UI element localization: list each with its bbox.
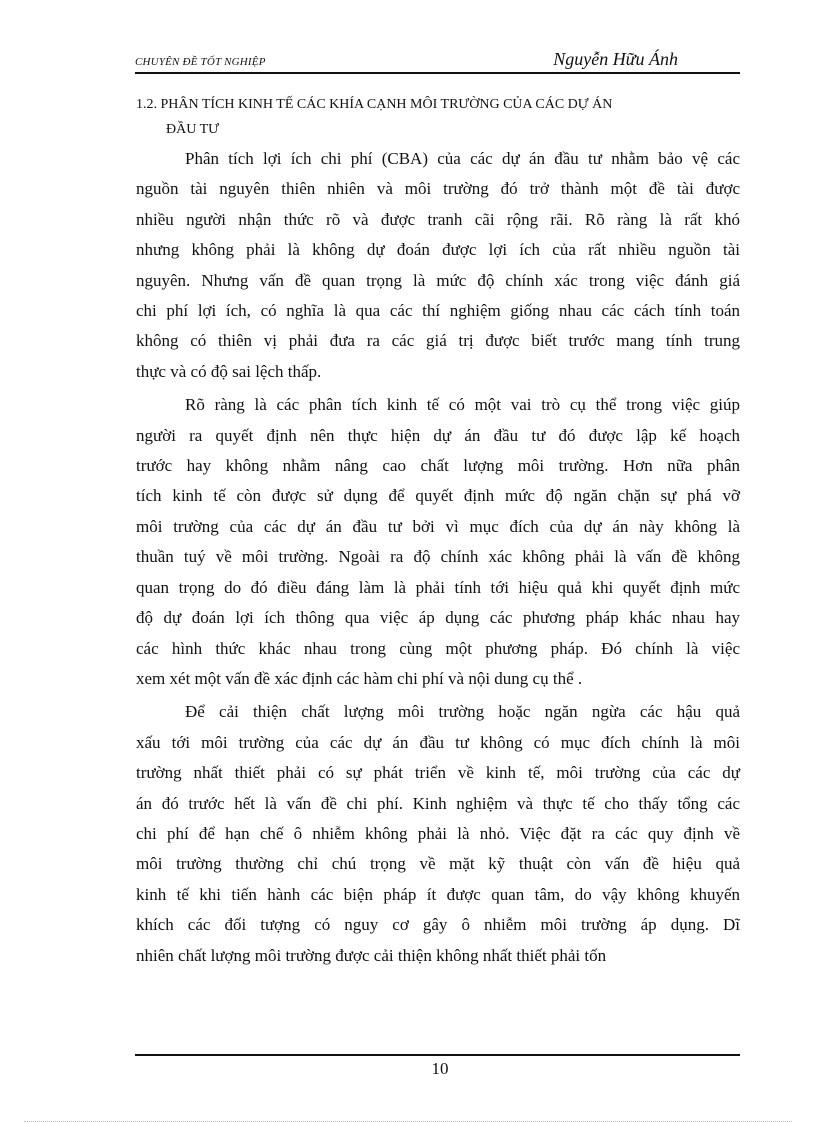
text-line: xem xét một vấn đề xác định các hàm chi phí và nội dung cụ thể . (136, 668, 583, 688)
text-line: nhiên chất lượng môi trường được cải thiện không nhất thiết phải tốn (136, 945, 607, 965)
section-heading-line-2: ĐẦU TƯ (166, 122, 219, 137)
text-line: độ dự đoán lợi ích thông qua việc áp dụng các phương pháp khác nhau hay (136, 608, 740, 628)
text-line: trước hay không nhằm nâng cao chất lượng môi trường. Hơn nữa phân (136, 456, 740, 476)
text-line: nhưng không phải là không dự đoán được lợi ích của rất nhiều nguồn tài (136, 240, 740, 260)
text-line: các hình thức khác nhau trong cùng một phương pháp. Đó chính là việc (136, 638, 740, 658)
text-line: xấu tới môi trường của các dự án đầu tư không có mục đích chính là môi (136, 732, 740, 752)
text-line: kinh tế khi tiến hành các biện pháp ít được quan tâm, do vậy không khuyến (136, 884, 740, 904)
text-line: chi phí để hạn chế ô nhiễm không phải là nhỏ. Việc đặt ra các quy định về (136, 823, 740, 843)
text-line: Phân tích lợi ích chi phí (CBA) của các dự án đầu tư nhằm bảo vệ các (185, 149, 740, 168)
text-line: không có thiên vị phải đưa ra các giá trị được biết trước mang tính trung (136, 331, 740, 351)
header-author-name: Nguyễn Hữu Ánh (553, 49, 678, 69)
text-line: nguồn tài nguyên thiên nhiên và môi trường đó trở thành một đề tài được (136, 179, 740, 199)
paragraph-2 (136, 390, 740, 694)
text-line: thuần tuý về môi trường. Ngoài ra độ chính xác không phải là vấn đề không (136, 547, 740, 567)
page-number: 10 (431, 1059, 449, 1078)
page-header (135, 46, 740, 74)
footer-divider (135, 1054, 740, 1056)
text-line: Rõ ràng là các phân tích kinh tế có một vai trò cụ thể trong việc giúp (185, 395, 740, 415)
text-line: người ra quyết định nên thực hiện dự án đầu tư đó được lập kế hoạch (136, 425, 740, 445)
text-line: án đó trước hết là vấn đề chi phí. Kinh nghiệm và thực tế cho thấy tổng các (136, 793, 740, 813)
section-heading (136, 92, 740, 142)
section-heading-line-1: 1.2. PHÂN TÍCH KINH TẾ CÁC KHÍA CẠNH MÔI TRƯỜNG CỦA CÁC DỰ ÁN (136, 97, 613, 112)
text-line: nguyên. Nhưng vấn đề quan trọng là mức độ chính xác trong việc đánh giá (136, 270, 740, 290)
text-line: nhiều người nhận thức rõ và được tranh cãi rộng rãi. Rõ ràng là rất khó (136, 209, 740, 229)
text-line: chi phí lợi ích, có nghĩa là qua các thí nghiệm giống nhau các cách tính toán (136, 301, 740, 321)
page-bottom-edge (24, 1121, 792, 1122)
paragraph-3 (136, 697, 740, 971)
body-text (136, 144, 740, 974)
text-line: trường nhất thiết phải có sự phát triển về kinh tế, môi trường của các dự (136, 763, 740, 783)
text-line: môi trường của các dự án đầu tư bởi vì mục đích của dự án này không là (136, 516, 740, 536)
header-document-title: CHUYÊN ĐỀ TỐT NGHIỆP (135, 56, 266, 68)
text-line: tích kinh tế còn được sử dụng để quyết định mức độ ngăn chặn sự phá vỡ (136, 486, 740, 506)
text-line: môi trường thường chỉ chú trọng về mặt kỹ thuật còn vấn đề hiệu quả (136, 854, 740, 874)
text-line: quan trọng do đó điều đáng làm là phải tính tới hiệu quả khi quyết định mức (136, 577, 740, 597)
text-line: Để cải thiện chất lượng môi trường hoặc ngăn ngừa các hậu quả (185, 702, 740, 722)
paragraph-1 (136, 144, 740, 387)
text-line: khích các đối tượng có nguy cơ gây ô nhiễm môi trường áp dụng. Dĩ (136, 915, 740, 935)
text-line: thực và có độ sai lệch thấp. (136, 361, 322, 381)
